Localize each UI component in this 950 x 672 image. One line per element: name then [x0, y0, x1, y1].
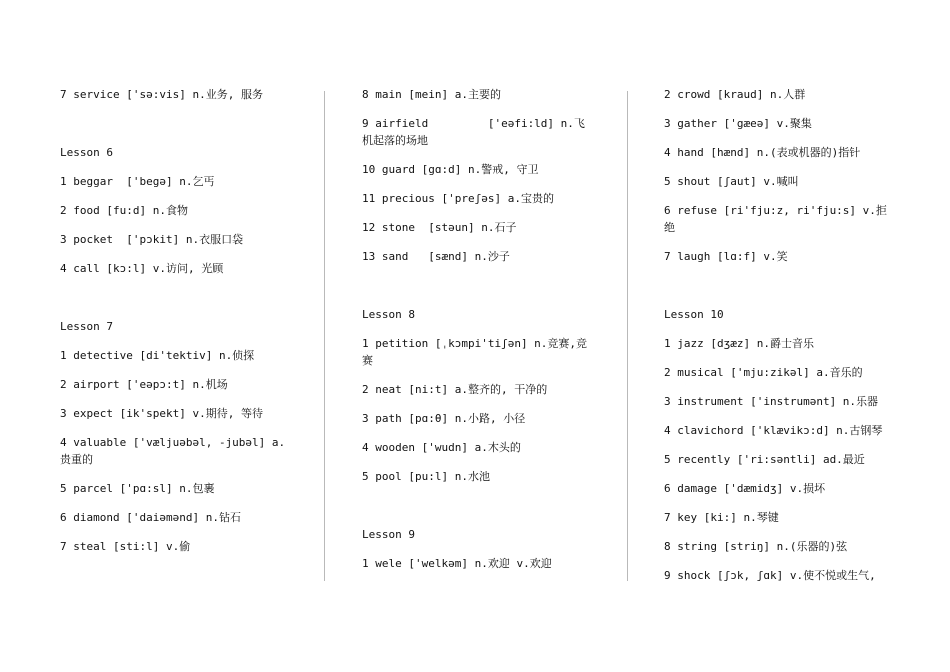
- vocab-entry: 1 wele ['welkəm] n.欢迎 v.欢迎: [362, 557, 552, 570]
- vocab-entry: 1 detective [di'tektiv] n.侦探: [60, 349, 255, 362]
- vocab-entry: 12 stone [stəun] n.石子: [362, 221, 517, 234]
- vocab-entry: 5 shout [ʃaut] v.喊叫: [664, 175, 799, 188]
- lesson-heading: Lesson 8: [362, 308, 415, 321]
- vocab-entry: 2 neat [ni:t] a.整齐的, 干净的: [362, 383, 548, 396]
- vocab-entry: 1 petition [ˌkɔmpi'tiʃən] n.竞赛,竞赛: [362, 337, 588, 367]
- section-gap: [60, 115, 292, 144]
- vocab-entry: 3 pocket ['pɔkit] n.衣服口袋: [60, 233, 244, 246]
- vocab-entry: 2 crowd [kraud] n.人群: [664, 88, 806, 101]
- vocab-entry: 11 precious ['preʃəs] a.宝贵的: [362, 192, 554, 205]
- vocab-entry: 1 jazz [dʒæz] n.爵士音乐: [664, 337, 814, 350]
- vocab-entry: 3 path [pɑ:θ] n.小路, 小径: [362, 412, 526, 425]
- vocab-entry: 9 shock [ʃɔk, ʃɑk] v.使不悦或生气,: [664, 569, 876, 582]
- vocab-entry: 2 food [fu:d] n.食物: [60, 204, 188, 217]
- vocab-entry: 8 string [striŋ] n.(乐器的)弦: [664, 540, 848, 553]
- vocab-entry: 4 wooden ['wudn] a.木头的: [362, 441, 521, 454]
- vocab-column-2: [362, 86, 594, 584]
- vocab-entry: 2 airport ['eəpɔ:t] n.机场: [60, 378, 228, 391]
- vocab-entry: 3 instrument ['instrumənt] n.乐器: [664, 395, 879, 408]
- column-divider: [324, 91, 325, 581]
- vocab-column-1: [60, 86, 292, 567]
- vocab-entry: 6 refuse [ri'fju:z, ri'fju:s] v.拒绝: [664, 204, 887, 234]
- vocab-entry: 7 service ['sə:vis] n.业务, 服务: [60, 88, 263, 101]
- lesson-heading: Lesson 9: [362, 528, 415, 541]
- lesson-heading: Lesson 6: [60, 146, 113, 159]
- vocab-entry: 7 key [ki:] n.琴键: [664, 511, 779, 524]
- vocab-entry: 2 musical ['mju:zikəl] a.音乐的: [664, 366, 863, 379]
- vocab-entry: 4 call [kɔ:l] v.访问, 光顾: [60, 262, 224, 275]
- vocab-entry: 13 sand [sænd] n.沙子: [362, 250, 510, 263]
- vocab-entry: 1 beggar ['begə] n.乞丐: [60, 175, 215, 188]
- vocab-entry: 6 damage ['dæmidʒ] v.损坏: [664, 482, 826, 495]
- section-gap: [664, 277, 896, 306]
- vocab-entry: 5 pool [pu:l] n.水池: [362, 470, 490, 483]
- lesson-heading: Lesson 10: [664, 308, 724, 321]
- section-gap: [362, 277, 594, 306]
- section-gap: [60, 289, 292, 318]
- vocab-entry: 8 main [mein] a.主要的: [362, 88, 501, 101]
- vocab-entry: 10 guard [gɑ:d] n.警戒, 守卫: [362, 163, 539, 176]
- vocab-entry: 7 laugh [lɑ:f] v.笑: [664, 250, 788, 263]
- vocab-entry: 5 recently ['ri:səntli] ad.最近: [664, 453, 865, 466]
- vocab-entry: 6 diamond ['daiəmənd] n.钻石: [60, 511, 241, 524]
- vocab-entry: 9 airfield ['eəfi:ld] n.飞机起落的场地: [362, 117, 585, 147]
- lesson-heading: Lesson 7: [60, 320, 113, 333]
- vocab-entry: 4 hand [hænd] n.(表或机器的)指针: [664, 146, 861, 159]
- vocab-entry: 3 gather ['gæeə] v.聚集: [664, 117, 812, 130]
- vocab-column-3: [664, 86, 896, 596]
- vocab-entry: 5 parcel ['pɑ:sl] n.包裹: [60, 482, 215, 495]
- vocab-entry: 4 valuable ['væljuəbəl, -jubəl] a.贵重的: [60, 436, 286, 466]
- column-divider: [627, 91, 628, 581]
- vocab-entry: 7 steal [sti:l] v.偷: [60, 540, 191, 553]
- section-gap: [362, 497, 594, 526]
- vocab-entry: 3 expect [ik'spekt] v.期待, 等待: [60, 407, 263, 420]
- vocab-entry: 4 clavichord ['klævikɔ:d] n.古钢琴: [664, 424, 883, 437]
